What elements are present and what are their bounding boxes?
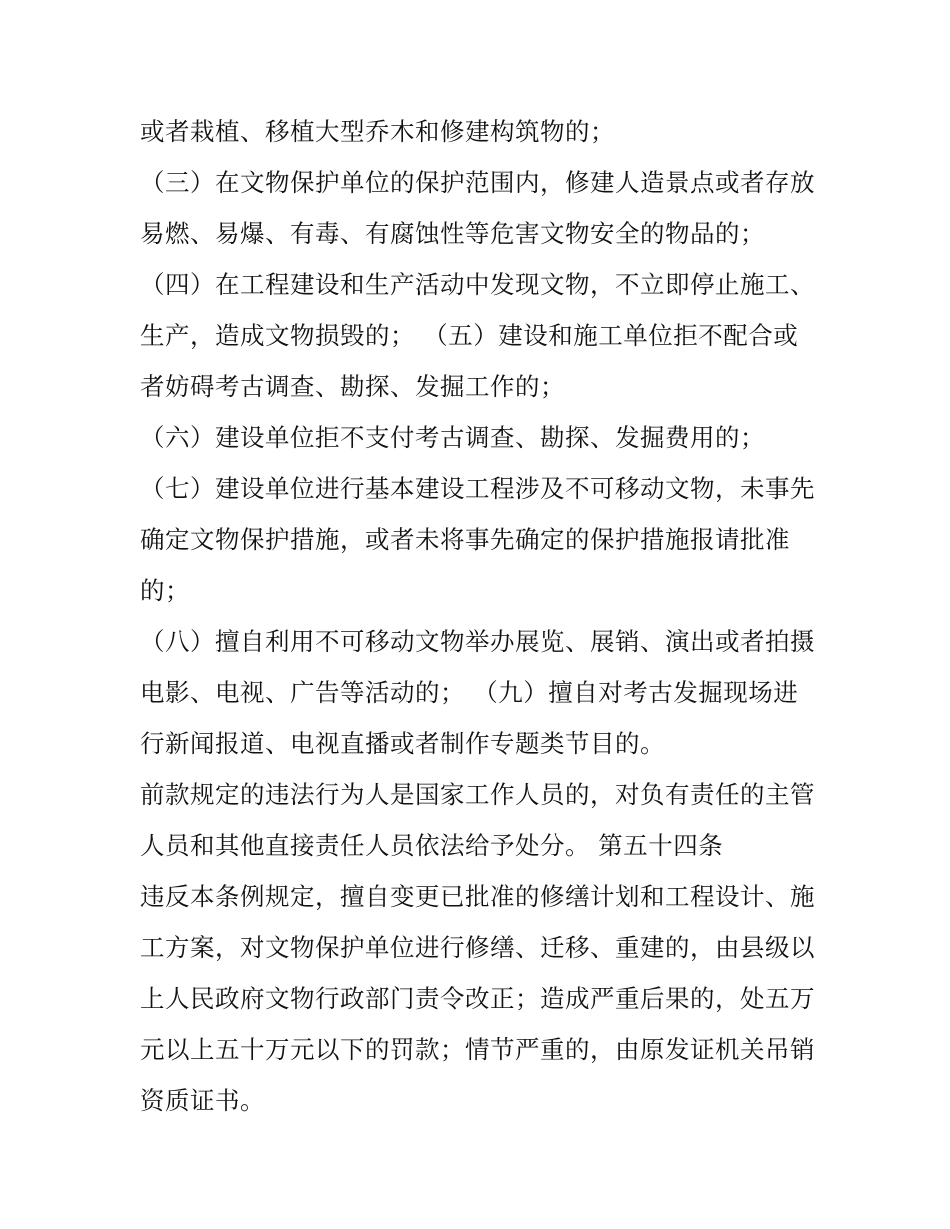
text-line: （三）在文物保护单位的保护范围内，修建人造景点或者存放 [140,168,815,197]
text-line: （四）在工程建设和生产活动中发现文物，不立即停止施工、 [140,270,815,299]
text-line: 元以上五十万元以下的罚款；情节严重的，由原发证机关吊销 [140,1035,815,1064]
text-line: （六）建设单位拒不支付考古调查、勘探、发掘费用的； [140,423,765,452]
text-line: 前款规定的违法行为人是国家工作人员的，对负有责任的主管 [140,780,815,809]
text-line: 或者栽植、移植大型乔木和修建构筑物的； [140,117,615,146]
text-line: （八）擅自利用不可移动文物举办展览、展销、演出或者拍摄 [140,627,815,656]
text-line: 确定文物保护措施，或者未将事先确定的保护措施报请批准 [140,525,790,554]
text-line: 者妨碍考古调查、勘探、发掘工作的； [140,372,565,401]
text-line: 电影、电视、广告等活动的； （九）擅自对考古发掘现场进 [140,678,799,707]
text-line: 易燃、易爆、有毒、有腐蚀性等危害文物安全的物品的； [140,219,765,248]
text-line: 上人民政府文物行政部门责令改正；造成严重后果的，处五万 [140,984,815,1013]
text-line: 生产，造成文物损毁的； （五）建设和施工单位拒不配合或 [140,321,799,350]
text-line: 工方案，对文物保护单位进行修缮、迁移、重建的，由县级以 [140,933,815,962]
text-line: 违反本条例规定，擅自变更已批准的修缮计划和工程设计、施 [140,882,815,911]
text-line: （七）建设单位进行基本建设工程涉及不可移动文物，未事先 [140,474,815,503]
text-line: 资质证书。 [140,1086,265,1115]
text-line: 行新闻报道、电视直播或者制作专题类节目的。 [140,729,665,758]
text-line: 人员和其他直接责任人员依法给予处分。 第五十四条 [140,831,724,860]
document-body [140,106,820,1126]
text-line: 的； [140,576,190,605]
